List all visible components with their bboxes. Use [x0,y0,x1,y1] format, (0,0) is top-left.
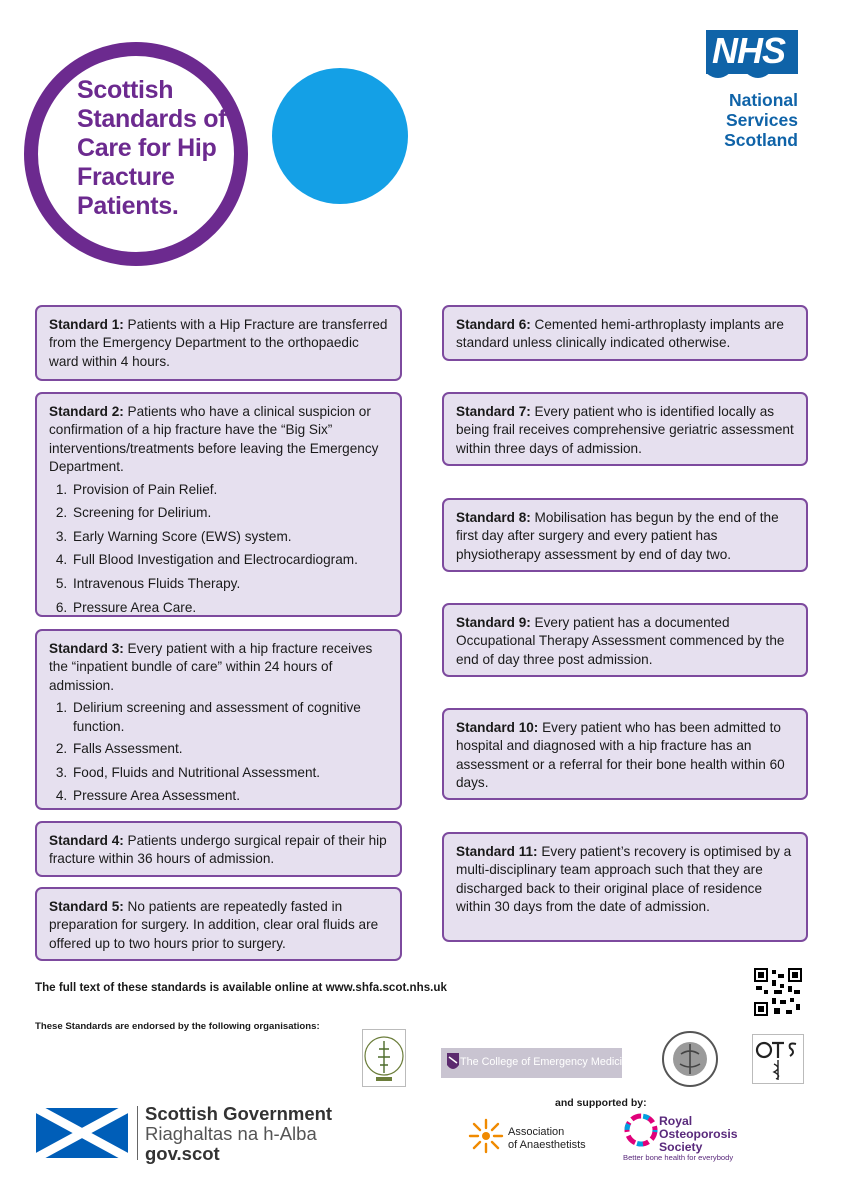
aoa-starburst-icon [468,1118,504,1154]
supported-note: and supported by: [555,1097,647,1109]
page-title: Scottish Standards of Care for Hip Fracture Patients. [77,76,227,220]
standard-7-box: Standard 7: Every patient who is identified locally as being frail receives comprehensive geriatric assessment within three days of admission. [442,392,808,466]
standard-9-box: Standard 9: Every patient has a documented Occupational Therapy Assessment commenced by the end of day three post admission. [442,603,808,677]
list-item: 2. Screening for Delirium. [71,504,388,522]
sg-name: Scottish Government [145,1103,333,1124]
sg-gaelic-name: Riaghaltas na h-Alba [145,1123,317,1144]
ros-logo-icon [624,1111,658,1149]
scottish-trauma-logo [362,1029,406,1087]
aoa-name: Association of Anaesthetists [508,1126,586,1151]
standard-11-box: Standard 11: Every patient’s recovery is optimised by a multi-disciplinary team approach such that they are discharged back to their original place of residence within 30 days from the date of admission. [442,832,808,942]
standard-8-box: Standard 8: Mobilisation has begun by the end of the first day after surgery and every patient has physiotherapy assessment by end of day two. [442,498,808,572]
british-geriatrics-society-logo [661,1030,719,1088]
list-item: 1. Provision of Pain Relief. [71,481,388,499]
full-text-note: The full text of these standards is available online at www.shfa.scot.nhs.uk [35,981,447,994]
cem-crest-icon [446,1051,460,1075]
nhs-logo [706,30,798,88]
saltire-flag-icon [36,1108,128,1158]
list-item: 5. Intravenous Fluids Therapy. [71,575,388,593]
list-item: 4. Full Blood Investigation and Electrocardiogram. [71,551,388,569]
ros-name: Royal Osteoporosis Society [659,1114,738,1154]
endorsed-note: These Standards are endorsed by the following organisations: [35,1021,320,1032]
list-item: 3. Food, Fluids and Nutritional Assessment. [71,764,388,782]
standard-6-box: Standard 6: Cemented hemi-arthroplasty implants are standard unless clinically indicated otherwise. [442,305,808,361]
standard-2-box: Standard 2: Patients who have a clinical suspicion or confirmation of a hip fracture have the “Big Six” interventions/treatments before leaving the Emergency Department. 1. Provision of Pain Relief. 2. Screening for Delirium. 3. Early Warning Score (EWS) system. 4. Full Blood Investigation and Electrocardiogram. 5. Intravenous Fluids Therapy. 6. Pressure Area Care. [35,392,402,617]
standard-2-list [49,481,388,617]
standard-3-list [49,699,388,805]
ros-tagline: Better bone health for everybody [623,1153,734,1162]
ots-logo [752,1034,804,1084]
qr-code-icon[interactable] [754,968,802,1016]
list-item: 4. Pressure Area Assessment. [71,787,388,805]
standard-4-box: Standard 4: Patients undergo surgical repair of their hip fracture within 36 hours of admission. [35,821,402,877]
cem-label: The College of Emergency Medicine [460,1056,635,1068]
nhs-org-name: National Services Scotland [724,90,798,150]
list-item: 6. Pressure Area Care. [71,599,388,617]
sg-url[interactable]: gov.scot [145,1143,220,1164]
list-item: 1. Delirium screening and assessment of cognitive function. [71,699,388,736]
standard-5-box: Standard 5: No patients are repeatedly fasted in preparation for surgery. In addition, clear oral fluids are offered up to two hours prior to surgery. [35,887,402,961]
divider [137,1106,138,1160]
nhs-badge: NHS [706,30,798,74]
standard-1-box: Standard 1: Patients with a Hip Fracture are transferred from the Emergency Department to the orthopaedic ward within 4 hours. [35,305,402,381]
blue-circle [272,68,408,204]
standard-3-box: Standard 3: Every patient with a hip fracture receives the “inpatient bundle of care” within 24 hours of admission. 1. Delirium screening and assessment of cognitive function. 2. Falls Assessment. 3. Food, Fluids and Nutritional Assessment. 4. Pressure Area Assessment. [35,629,402,810]
standard-10-box: Standard 10: Every patient who has been admitted to hospital and diagnosed with a hip fracture has an assessment or a referral for their bone health within 60 days. [442,708,808,800]
list-item: 3. Early Warning Score (EWS) system. [71,528,388,546]
list-item: 2. Falls Assessment. [71,740,388,758]
